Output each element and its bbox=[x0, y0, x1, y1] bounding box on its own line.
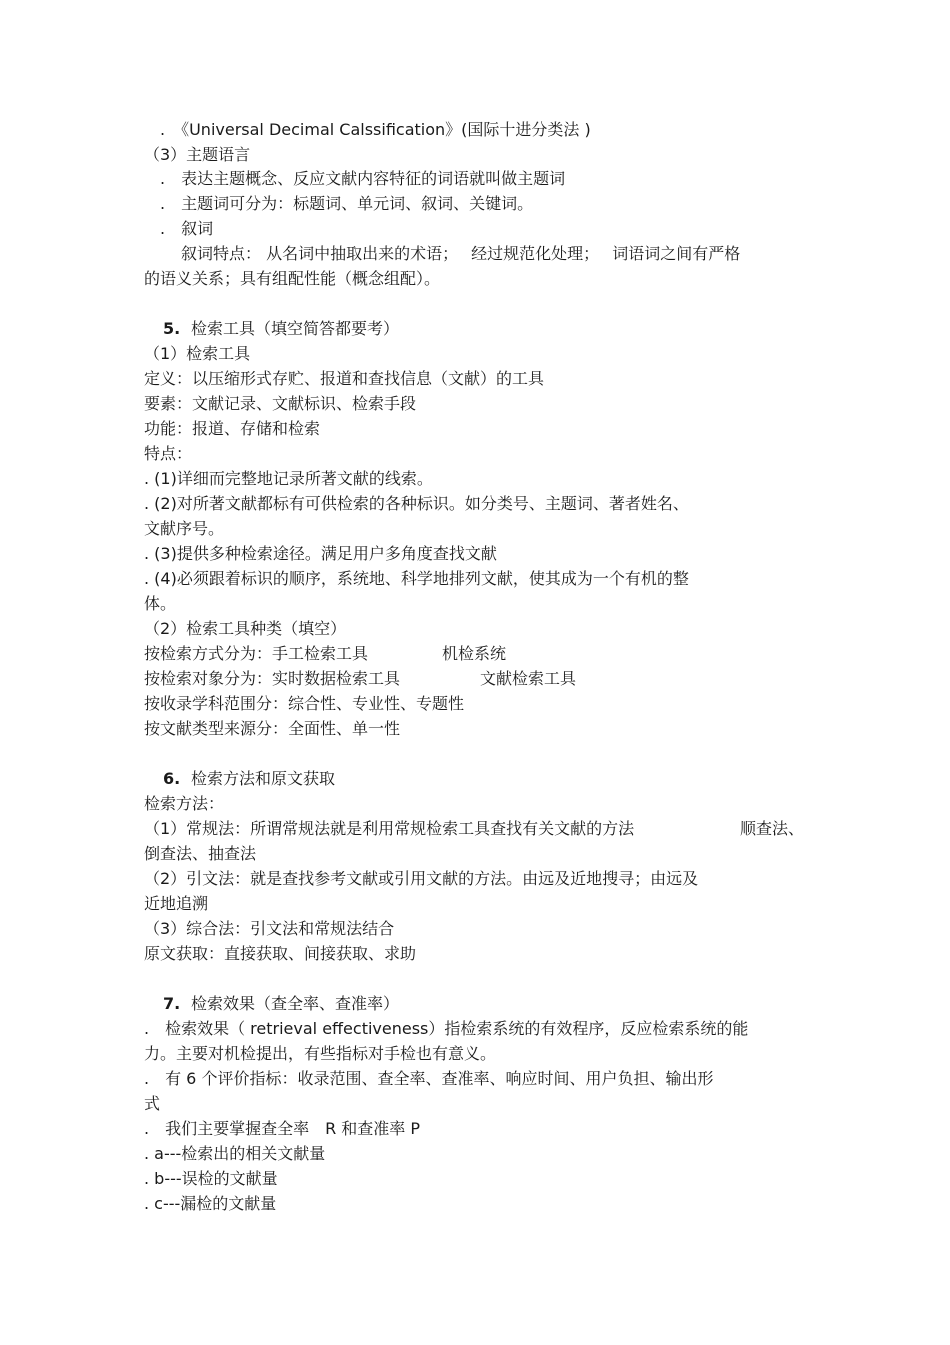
section-number: 5. bbox=[163, 319, 181, 338]
text-line: 检索方法： bbox=[144, 794, 225, 813]
list-item: . (1)详细而完整地记录所著文献的线索。 bbox=[144, 469, 433, 488]
section-title: 检索工具（填空简答都要考） bbox=[191, 319, 400, 338]
text-line: 按检索方式分为：手工检索工具 bbox=[144, 644, 369, 663]
section-title: 检索效果（查全率、查准率） bbox=[191, 994, 400, 1013]
subsection-heading: （1）检索工具 bbox=[144, 344, 251, 363]
text-line: 机检系统 bbox=[442, 644, 507, 663]
text-line: 按检索对象分为：实时数据检索工具 bbox=[144, 669, 401, 688]
text-line: （1）常规法：所谓常规法就是利用常规检索工具查找有关文献的方法 bbox=[144, 819, 635, 838]
text-line: 的语义关系；具有组配性能（概念组配）。 bbox=[144, 269, 441, 288]
text-line: 要素：文献记录、文献标识、检索手段 bbox=[144, 394, 417, 413]
text-line: 按文献类型来源分：全面性、单一性 bbox=[144, 719, 401, 738]
list-item: . b---误检的文献量 bbox=[144, 1169, 278, 1188]
text-line: 按收录学科范围分：综合性、专业性、专题性 bbox=[144, 694, 465, 713]
section-heading: （3）主题语言 bbox=[144, 145, 251, 164]
section-number: 6. bbox=[163, 769, 181, 788]
list-item: . c---漏检的文献量 bbox=[144, 1194, 277, 1213]
text-line: . 有 6 个评价指标：收录范围、查全率、查准率、响应时间、用户负担、输出形 bbox=[144, 1069, 714, 1088]
text-line: 功能：报道、存储和检索 bbox=[144, 419, 321, 438]
text-line: . 检索效果（ retrieval effectiveness）指检索系统的有效程序，反应检索系统的能 bbox=[144, 1019, 749, 1038]
text-line: . 主题词可分为：标题词、单元词、叙词、关键词。 bbox=[160, 194, 534, 213]
list-item: . (4)必须跟着标识的顺序，系统地、科学地排列文献，使其成为一个有机的整 bbox=[144, 569, 689, 588]
text-line: 文献序号。 bbox=[144, 519, 225, 538]
section-number: 7. bbox=[163, 994, 181, 1013]
text-line: （2）引文法：就是查找参考文献或引用文献的方法。由远及近地搜寻；由远及 bbox=[144, 869, 699, 888]
text-line: 原文获取：直接获取、间接获取、求助 bbox=[144, 944, 417, 963]
text-line: . 我们主要掌握查全率 R 和查准率 P bbox=[144, 1119, 421, 1138]
text-line: 体。 bbox=[144, 594, 177, 613]
text-line: 特点： bbox=[144, 444, 193, 463]
text-line: 定义：以压缩形式存贮、报道和查找信息（文献）的工具 bbox=[144, 369, 545, 388]
section-title: 检索方法和原文获取 bbox=[191, 769, 336, 788]
text-line: 倒查法、抽查法 bbox=[144, 844, 257, 863]
text-line: . 《Universal Decimal Calssification》(国际十进分类法 ) bbox=[160, 120, 591, 139]
text-line: 式 bbox=[144, 1094, 161, 1113]
subsection-heading: （2）检索工具种类（填空） bbox=[144, 619, 347, 638]
text-line: 力。主要对机检提出，有些指标对手检也有意义。 bbox=[144, 1044, 497, 1063]
text-line: 近地追溯 bbox=[144, 894, 209, 913]
list-item: . (3)提供多种检索途径。满足用户多角度查找文献 bbox=[144, 544, 497, 563]
text-line: 顺查法、 bbox=[740, 819, 805, 838]
text-line: 叙词特点： 从名词中抽取出来的术语； 经过规范化处理； 词语词之间有严格 bbox=[181, 244, 741, 263]
text-line: （3）综合法：引文法和常规法结合 bbox=[144, 919, 395, 938]
text-line: 文献检索工具 bbox=[480, 669, 577, 688]
list-item: . a---检索出的相关文献量 bbox=[144, 1144, 326, 1163]
list-item: . (2)对所著文献都标有可供检索的各种标识。如分类号、主题词、著者姓名、 bbox=[144, 494, 689, 513]
text-line: . 表达主题概念、反应文献内容特征的词语就叫做主题词 bbox=[160, 169, 566, 188]
text-line: . 叙词 bbox=[160, 219, 214, 238]
